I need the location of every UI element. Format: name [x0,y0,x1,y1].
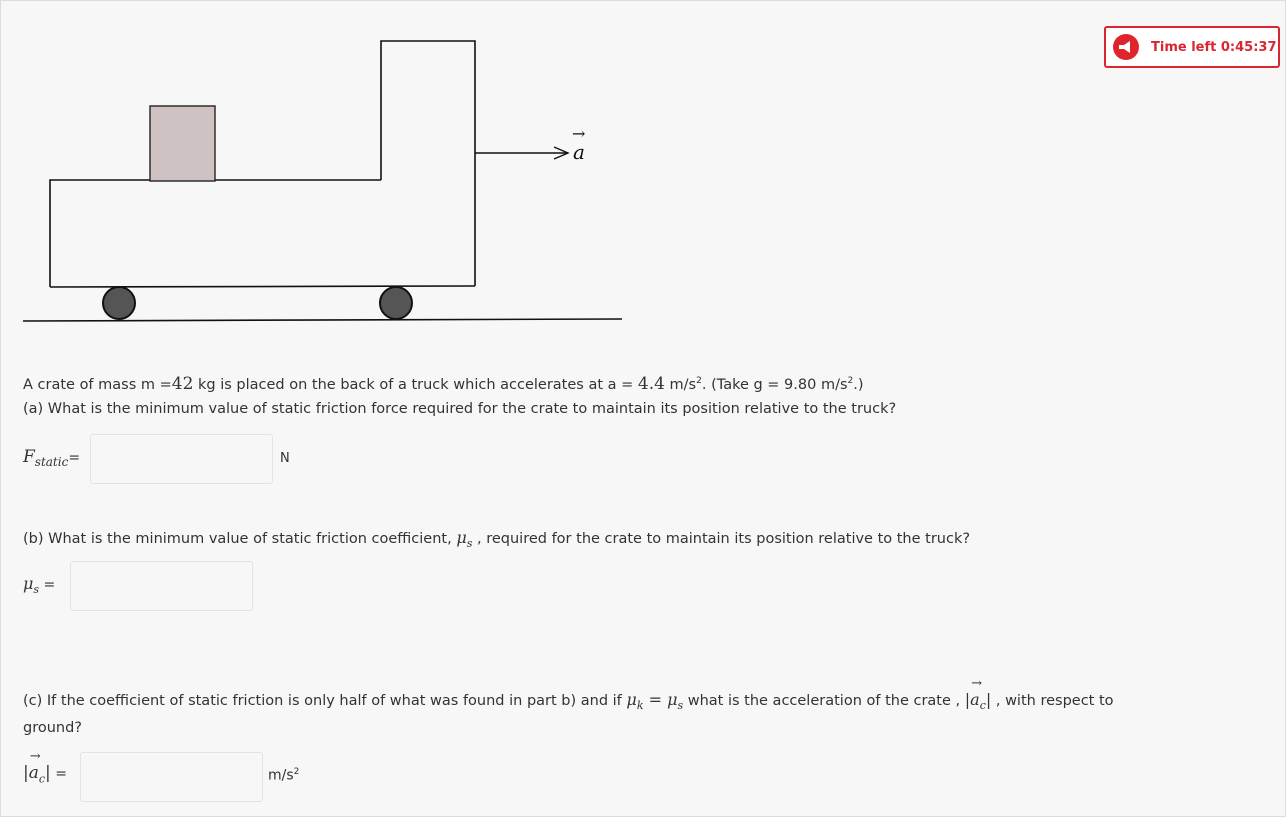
f-static-unit: N [280,451,290,466]
part-c-text-mid: what is the acceleration of the crate , [683,693,965,709]
alert-icon [1113,34,1139,60]
intro-sup-2: 2 [847,376,854,387]
accel-value: 4.4 [637,374,665,394]
intro-text-c: m/s [664,377,697,393]
intro-text-a: A crate of mass m = [23,377,172,393]
rear-wheel [103,287,135,319]
part-c-question [23,676,1114,713]
problem-intro [23,374,864,394]
part-b-text-post: , required for the crate to maintain its position relative to the truck? [472,531,971,547]
mu-s-symbol: μ [23,574,34,593]
ac-equals: = [50,766,67,782]
mu-s-subscript: s [33,582,40,596]
ac-symbol: a [28,763,39,783]
truck-diagram [0,0,700,340]
intro-text-d: . (Take g = 9.80 m/s [701,377,848,393]
time-left-text: Time left 0:45:37 [1151,39,1277,55]
part-b-question [23,528,970,550]
mu-k-equals-mu-s: $\mu_k = \mu_s$ [626,690,684,713]
accel-crate-magnitude: | → $a_c|$ [964,676,992,713]
mass-value: 42 [171,374,194,394]
mu-s-label [23,574,55,596]
ac-label: | → $a_c|$ = [23,749,67,786]
time-left-badge [1104,26,1280,68]
f-static-subscript: static [34,454,69,469]
crate [150,106,215,181]
ac-subscript: c [38,772,46,786]
truck-cab-outline [381,41,475,286]
truck-bed-outline [50,180,381,287]
f-static-input[interactable] [90,434,273,484]
front-wheel [380,287,412,319]
accel-vector-arrow: → [572,124,586,143]
accel-label: a [573,140,585,164]
part-c-text-post: , with respect to [991,693,1114,709]
ac-unit-text: m/s [268,767,294,784]
part-b-mu-sub: s [466,536,473,550]
mu-s-input[interactable] [70,561,253,611]
f-static-label [23,447,80,469]
intro-text-e: .) [853,377,864,393]
ac-input[interactable] [80,752,263,802]
part-c-text-pre: (c) If the coefficient of static friction is only half of what was found in part b) and if [23,693,627,709]
mu-s-equals: = [39,577,56,593]
intro-sup: 2 [696,376,702,387]
part-c-question-line2: ground? [23,720,82,736]
ac-unit [268,767,299,784]
part-b-mu: μ [456,528,467,547]
f-static-equals: = [68,450,81,466]
part-b-text-pre: (b) What is the minimum value of static friction coefficient, [23,531,457,547]
ground-line [23,319,622,321]
part-a-question: (a) What is the minimum value of static friction force required for the crate to maintain its position relative to the truck? [23,401,897,417]
ac-unit-sup: 2 [293,767,300,777]
intro-text-b: kg is placed on the back of a truck which accelerates at a = [193,377,638,393]
f-static-symbol: F [23,447,35,467]
megaphone-icon [1118,40,1134,54]
